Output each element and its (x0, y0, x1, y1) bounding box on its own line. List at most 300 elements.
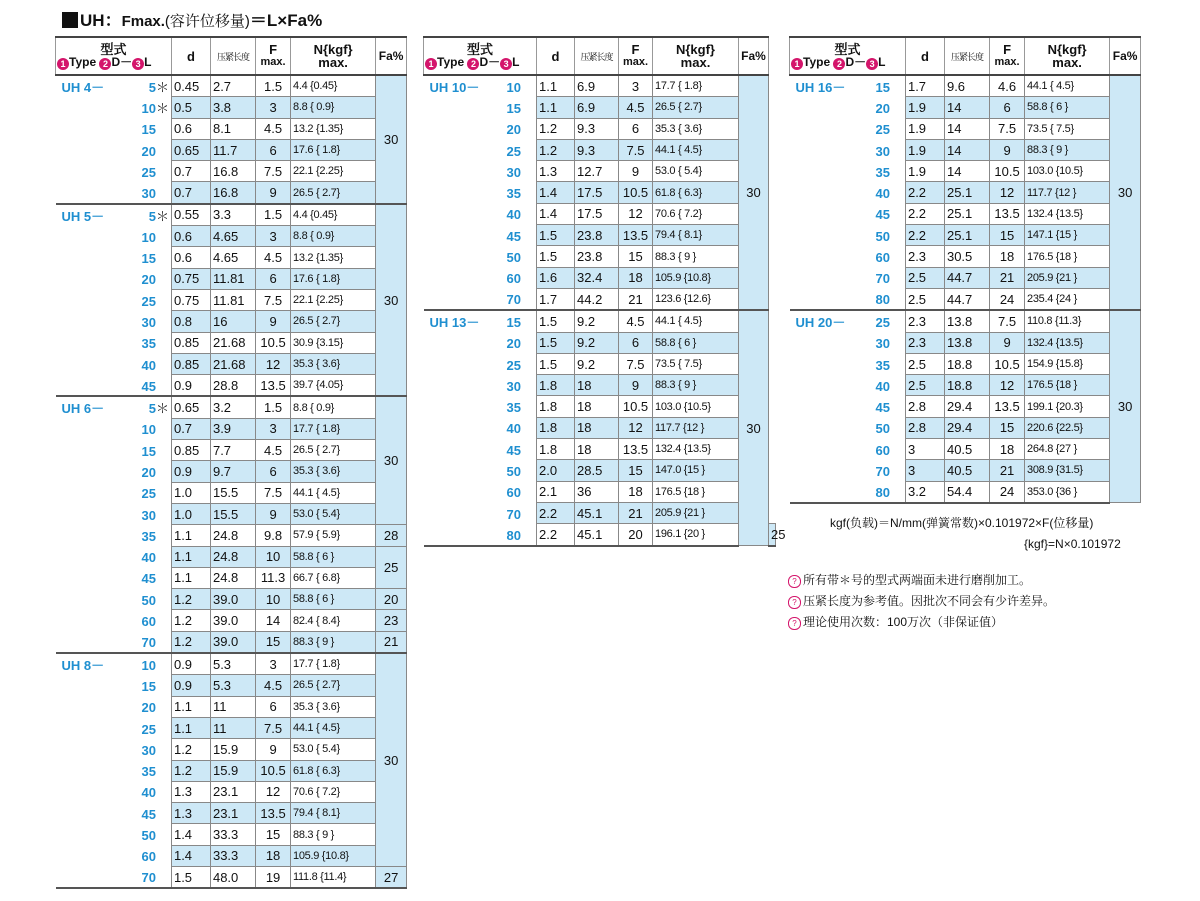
table-row (424, 396, 776, 417)
type-cell (790, 310, 906, 332)
f-value: 13.5 (990, 396, 1025, 417)
length-value: 45 (141, 806, 156, 822)
d-value: 0.7 (171, 182, 210, 204)
d-value: 0.45 (171, 75, 210, 97)
length-value: 45 (141, 571, 156, 587)
type-cell (56, 631, 172, 653)
table-row (790, 139, 1141, 160)
length-value: 80 (875, 292, 890, 308)
d-value: 0.65 (171, 139, 210, 160)
n-value: 26.5 { 2.7} (291, 311, 376, 332)
n-value: 132.4 {13.5} (653, 439, 739, 460)
table-row (56, 311, 407, 332)
length-value: 50 (875, 421, 890, 437)
table-row (790, 417, 1141, 438)
type-cell (56, 461, 172, 482)
n-value: 17.7 { 1.8} (653, 75, 739, 97)
compressed-length-value: 24.8 (210, 525, 255, 546)
f-value: 10.5 (619, 182, 653, 203)
n-value: 13.2 {1.35} (291, 247, 376, 268)
fa-value: 30 (1110, 310, 1141, 503)
n-header: N{kgf} max. (653, 37, 739, 75)
d-value: 0.9 (171, 375, 210, 397)
n-value: 353.0 {36 } (1025, 481, 1110, 503)
compressed-length-value: 13.8 (944, 310, 989, 332)
type-cell (424, 246, 537, 267)
f-value: 18 (619, 267, 653, 288)
table-row (424, 246, 776, 267)
d-value: 0.9 (171, 675, 210, 696)
length-value: 30 (506, 164, 521, 180)
length-value: 50 (506, 250, 521, 266)
type-cell (790, 353, 906, 374)
d-value: 1.9 (905, 118, 944, 139)
f-value: 3 (256, 653, 291, 675)
length-value: 60 (506, 271, 521, 287)
table-row (56, 204, 407, 226)
compressed-length-value: 2.7 (210, 75, 255, 97)
d-value: 1.3 (537, 161, 575, 182)
compressed-length-value: 23.1 (210, 803, 255, 824)
compressed-length-value: 18 (575, 417, 619, 438)
type-cell (56, 204, 172, 226)
length-value: 45 (875, 207, 890, 223)
f-value: 4.5 (256, 675, 291, 696)
f-header: F max. (619, 37, 653, 75)
n-value: 235.4 {24 } (1025, 288, 1110, 310)
table-row (56, 717, 407, 738)
type-cell (790, 161, 906, 182)
f-value: 7.5 (619, 139, 653, 160)
d-value: 0.7 (171, 161, 210, 182)
type-cell (424, 118, 537, 139)
f-value: 12 (256, 353, 291, 374)
table-row (56, 525, 407, 546)
type-name: UH 10－ (429, 79, 480, 95)
compressed-length-value: 5.3 (210, 675, 255, 696)
type-cell (56, 717, 172, 738)
d-value: 1.5 (171, 866, 210, 888)
table-row (56, 332, 407, 353)
type-cell (424, 460, 537, 481)
f-value: 24 (990, 288, 1025, 310)
f-value: 6 (256, 139, 291, 160)
d-value: 0.5 (171, 97, 210, 118)
length-value: 40 (875, 186, 890, 202)
n-value: 111.8 {11.4} (291, 866, 376, 888)
table-row (424, 310, 776, 332)
d-value: 1.9 (905, 139, 944, 160)
d-value: 1.7 (905, 75, 944, 97)
table-row (56, 461, 407, 482)
d-value: 1.4 (171, 845, 210, 866)
compressed-length-value: 15.5 (210, 503, 255, 524)
table-row (56, 161, 407, 182)
f-value: 6 (619, 332, 653, 353)
table-row (424, 203, 776, 224)
n-value: 199.1 {20.3} (1025, 396, 1110, 417)
compressed-length-value: 15.9 (210, 760, 255, 781)
length-value: 40 (875, 378, 890, 394)
type-cell (424, 97, 537, 118)
d-value: 0.85 (171, 440, 210, 461)
length-value: 25 (506, 357, 521, 373)
circled-1-icon: 1 (57, 58, 69, 70)
f-value: 10.5 (256, 760, 291, 781)
n-value: 35.3 { 3.6} (653, 118, 739, 139)
compressed-length-value: 9.3 (575, 139, 619, 160)
compressed-length-value: 11 (210, 717, 255, 738)
formula-note-2: {kgf}=N×0.101972 (1024, 537, 1121, 551)
compressed-length-value: 54.4 (944, 481, 989, 503)
d-value: 2.2 (905, 225, 944, 246)
spec-table-1 (55, 36, 407, 889)
d-value: 1.2 (537, 118, 575, 139)
length-value: 25 (141, 293, 156, 309)
table-row (424, 182, 776, 203)
compressed-length-value: 39.0 (210, 610, 255, 631)
compressed-length-value: 9.2 (575, 332, 619, 353)
spec-table-2 (423, 36, 786, 547)
n-value: 58.8 { 6 } (653, 332, 739, 353)
header-row (790, 37, 1141, 75)
d-header: d (905, 37, 944, 75)
f-value: 9 (619, 375, 653, 396)
d-value: 1.5 (537, 310, 575, 332)
type-cell (424, 161, 537, 182)
compressed-length-value: 18.8 (944, 353, 989, 374)
compressed-length-value: 29.4 (944, 417, 989, 438)
fa-value: 25 (376, 546, 407, 589)
n-value: 22.1 {2.25} (291, 161, 376, 182)
d-value: 1.5 (537, 353, 575, 374)
type-cell (790, 203, 906, 224)
length-value: 35 (875, 164, 890, 180)
d-value: 1.2 (171, 589, 210, 610)
spec-table-3 (789, 36, 1141, 504)
compressed-length-value: 28.5 (575, 460, 619, 481)
table-row (424, 375, 776, 396)
type-name: UH 5－ (61, 208, 105, 224)
table-row (790, 375, 1141, 396)
d-value: 0.6 (171, 226, 210, 247)
length-value: 35 (141, 528, 156, 544)
length-value: 20 (506, 122, 521, 138)
length-value: 15 (506, 315, 521, 331)
f-value: 13.5 (990, 203, 1025, 224)
table-row (56, 696, 407, 717)
f-value: 15 (619, 460, 653, 481)
d-value: 1.8 (537, 396, 575, 417)
table-row (56, 760, 407, 781)
type-cell (56, 75, 172, 97)
d-value: 0.85 (171, 332, 210, 353)
n-value: 26.5 { 2.7} (291, 440, 376, 461)
length-value: 15 (875, 79, 890, 95)
d-value: 2.2 (537, 524, 575, 546)
type-cell (790, 481, 906, 503)
type-cell (424, 225, 537, 246)
compressed-length-value: 18 (575, 375, 619, 396)
header-row (56, 37, 407, 75)
n-value: 132.4 {13.5} (1025, 203, 1110, 224)
d-value: 1.1 (171, 717, 210, 738)
type-cell (56, 525, 172, 546)
compressed-length-value: 9.3 (575, 118, 619, 139)
f-value: 14 (256, 610, 291, 631)
n-value: 57.9 { 5.9} (291, 525, 376, 546)
n-value: 8.8 { 0.9} (291, 97, 376, 118)
length-value: 50 (141, 592, 156, 608)
compressed-length-value: 21.68 (210, 353, 255, 374)
n-value: 26.5 { 2.7} (653, 97, 739, 118)
n-value: 58.8 { 6 } (1025, 97, 1110, 118)
f-value: 11.3 (256, 567, 291, 588)
n-value: 44.1 { 4.5} (653, 310, 739, 332)
type-cell (56, 546, 172, 567)
table-row (424, 417, 776, 438)
compressed-length-value: 16.8 (210, 161, 255, 182)
compressed-length-value: 8.1 (210, 118, 255, 139)
d-value: 1.2 (171, 760, 210, 781)
type-cell (56, 139, 172, 160)
compressed-length-value: 6.9 (575, 97, 619, 118)
compressed-length-value: 15.5 (210, 482, 255, 503)
n-value: 132.4 {13.5} (1025, 332, 1110, 353)
d-value: 0.8 (171, 311, 210, 332)
d-value: 1.9 (905, 97, 944, 118)
f-value: 6 (256, 268, 291, 289)
f-value: 12 (619, 417, 653, 438)
n-value: 58.8 { 6 } (291, 546, 376, 567)
compressed-length-value: 23.1 (210, 781, 255, 802)
compressed-length-value: 5.3 (210, 653, 255, 675)
d-value: 2.5 (905, 288, 944, 310)
f-value: 7.5 (990, 310, 1025, 332)
note-2: ? 压紧长度为参考值。因批次不同会有少许差异。 (788, 592, 1055, 609)
compressed-length-value: 16.8 (210, 182, 255, 204)
f-value: 10.5 (990, 353, 1025, 374)
type-cell (56, 589, 172, 610)
n-value: 35.3 { 3.6} (291, 696, 376, 717)
n-value: 8.8 { 0.9} (291, 226, 376, 247)
table-row (56, 226, 407, 247)
f-value: 15 (990, 225, 1025, 246)
n-value: 8.8 { 0.9} (291, 396, 376, 418)
compressed-length-value: 16 (210, 311, 255, 332)
compressed-length-header: 压紧长度 (210, 37, 255, 75)
d-value: 1.3 (171, 781, 210, 802)
type-cell (790, 225, 906, 246)
compressed-length-value: 7.7 (210, 440, 255, 461)
d-value: 1.6 (537, 267, 575, 288)
f-value: 9 (256, 311, 291, 332)
d-value: 2.8 (905, 396, 944, 417)
compressed-length-value: 44.7 (944, 267, 989, 288)
n-value: 123.6 {12.6} (653, 288, 739, 310)
compressed-length-value: 11.81 (210, 268, 255, 289)
type-cell (424, 439, 537, 460)
length-value: 60 (141, 849, 156, 865)
table-row (790, 246, 1141, 267)
f-value: 9 (256, 182, 291, 204)
type-cell (56, 696, 172, 717)
length-value: 10 (506, 79, 521, 95)
type-cell (56, 760, 172, 781)
table-row (56, 866, 407, 888)
d-value: 0.75 (171, 289, 210, 310)
d-value: 0.55 (171, 204, 210, 226)
f-value: 18 (990, 439, 1025, 460)
type-cell (56, 182, 172, 204)
f-value: 4.5 (619, 310, 653, 332)
compressed-length-value: 24.8 (210, 546, 255, 567)
compressed-length-value: 17.5 (575, 182, 619, 203)
length-value: 70 (141, 870, 156, 886)
compressed-length-value: 24.8 (210, 567, 255, 588)
compressed-length-value: 14 (944, 97, 989, 118)
d-value: 1.1 (171, 567, 210, 588)
fa-value: 30 (1110, 75, 1141, 310)
type-cell (424, 375, 537, 396)
star-icon: ＊ (155, 208, 169, 224)
type-cell (56, 653, 172, 675)
table-row (56, 353, 407, 374)
length-value: 60 (141, 614, 156, 630)
table-row (56, 567, 407, 588)
f-value: 3 (256, 418, 291, 439)
length-value: 30 (875, 336, 890, 352)
length-value: 30 (141, 507, 156, 523)
table-row (424, 97, 776, 118)
f-value: 4.5 (256, 440, 291, 461)
type-cell (56, 311, 172, 332)
compressed-length-value: 28.8 (210, 375, 255, 397)
n-value: 205.9 {21 } (1025, 267, 1110, 288)
compressed-length-value: 25.1 (944, 203, 989, 224)
type-cell (424, 182, 537, 203)
f-value: 6 (256, 461, 291, 482)
length-value: 10 (141, 657, 156, 673)
type-cell (790, 246, 906, 267)
d-value: 0.9 (171, 653, 210, 675)
type-cell (424, 524, 537, 546)
f-value: 3 (619, 75, 653, 97)
table-row (56, 675, 407, 696)
length-value: 60 (506, 485, 521, 501)
type-cell (56, 353, 172, 374)
type-cell (424, 139, 537, 160)
n-value: 176.5 {18 } (1025, 246, 1110, 267)
length-value: 70 (141, 635, 156, 651)
n-value: 58.8 { 6 } (291, 589, 376, 610)
d-value: 1.5 (537, 225, 575, 246)
table-row (790, 332, 1141, 353)
table-row (56, 97, 407, 118)
note-bullet-icon: ? (788, 596, 801, 609)
type-cell (424, 417, 537, 438)
note-bullet-icon: ? (788, 617, 801, 630)
note-bullet-icon: ? (788, 575, 801, 588)
type-cell (790, 375, 906, 396)
n-value: 88.3 { 9 } (1025, 139, 1110, 160)
circled-3-icon: 3 (132, 58, 144, 70)
d-value: 2.5 (905, 353, 944, 374)
f-value: 1.5 (256, 204, 291, 226)
d-value: 1.1 (537, 75, 575, 97)
f-value: 1.5 (256, 75, 291, 97)
length-value: 45 (506, 228, 521, 244)
table-row (56, 139, 407, 160)
n-value: 88.3 { 9 } (291, 824, 376, 845)
d-value: 1.9 (905, 161, 944, 182)
f-value: 7.5 (990, 118, 1025, 139)
fa-value: 27 (376, 866, 407, 888)
f-value: 7.5 (256, 289, 291, 310)
length-value: 70 (875, 271, 890, 287)
table-row (790, 75, 1141, 97)
length-value: 30 (506, 378, 521, 394)
n-value: 35.3 { 3.6} (291, 461, 376, 482)
type-name: UH 8－ (61, 657, 105, 673)
type-cell (56, 418, 172, 439)
table-row (424, 524, 776, 546)
type-cell (424, 502, 537, 523)
compressed-length-value: 32.4 (575, 267, 619, 288)
fa-value: 30 (376, 396, 407, 524)
compressed-length-value: 33.3 (210, 845, 255, 866)
table-row (56, 845, 407, 866)
note-3: ? 理论使用次数：100万次（非保证值） (788, 613, 1003, 630)
type-cell (424, 353, 537, 374)
type-cell (790, 396, 906, 417)
d-value: 2.5 (905, 375, 944, 396)
length-value: 25 (506, 143, 521, 159)
f-value: 4.5 (256, 247, 291, 268)
n-value: 88.3 { 9 } (653, 246, 739, 267)
compressed-length-value: 6.9 (575, 75, 619, 97)
d-value: 1.5 (537, 246, 575, 267)
compressed-length-value: 25.1 (944, 225, 989, 246)
d-value: 1.4 (537, 203, 575, 224)
compressed-length-value: 14 (944, 139, 989, 160)
n-value: 196.1 {20 } (653, 524, 739, 546)
compressed-length-value: 39.0 (210, 589, 255, 610)
table-row (56, 824, 407, 845)
n-value: 22.1 {2.25} (291, 289, 376, 310)
n-value: 66.7 { 6.8} (291, 567, 376, 588)
n-value: 103.0 {10.5} (1025, 161, 1110, 182)
compressed-length-value: 14 (944, 161, 989, 182)
table-row (790, 203, 1141, 224)
compressed-length-value: 33.3 (210, 824, 255, 845)
length-value: 25 (141, 164, 156, 180)
table-row (424, 460, 776, 481)
compressed-length-value: 18 (575, 439, 619, 460)
type-cell (790, 417, 906, 438)
fa-value: 30 (376, 204, 407, 397)
type-name: UH 20－ (795, 315, 846, 331)
length-value: 30 (141, 742, 156, 758)
type-cell (790, 332, 906, 353)
table-row (424, 439, 776, 460)
compressed-length-value: 45.1 (575, 524, 619, 546)
n-value: 4.4 {0.45} (291, 75, 376, 97)
f-value: 9 (990, 139, 1025, 160)
length-value: 60 (875, 250, 890, 266)
table-row (790, 97, 1141, 118)
compressed-length-value: 18.8 (944, 375, 989, 396)
